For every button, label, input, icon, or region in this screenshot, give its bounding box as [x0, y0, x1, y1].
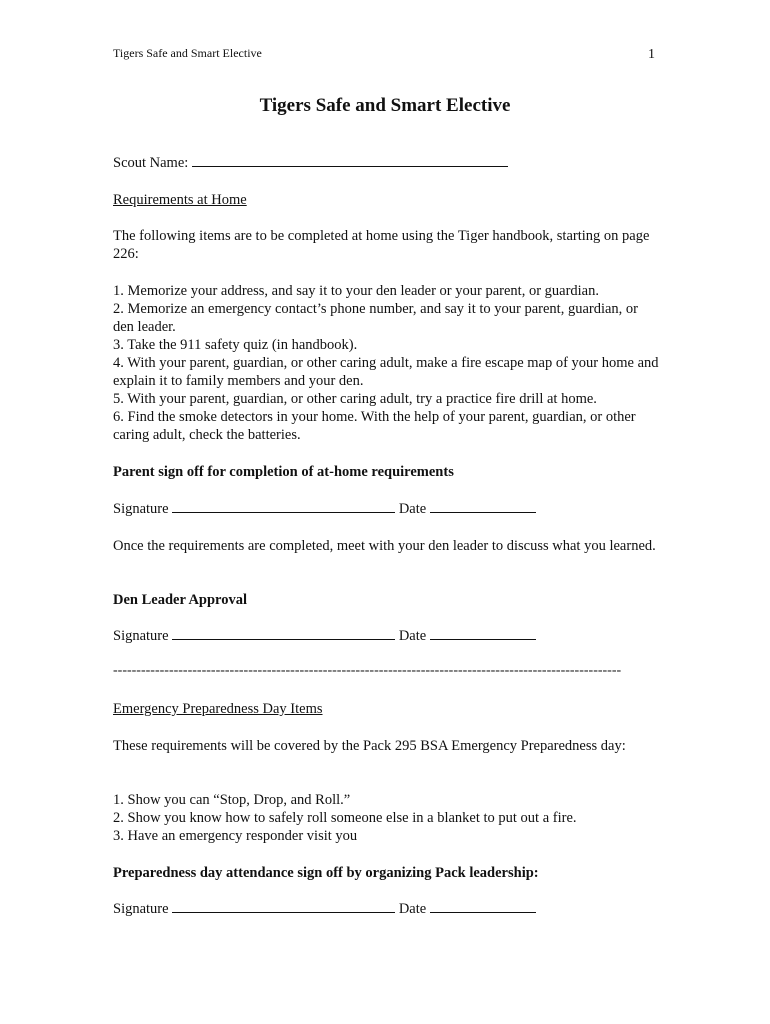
den-leader-date-field[interactable]: [430, 627, 536, 640]
list-item: 1. Show you can “Stop, Drop, and Roll.”: [113, 792, 351, 808]
after-requirements-text: Once the requirements are completed, meet with your den leader to discuss what you learned.: [113, 538, 656, 554]
den-leader-signature-row: [113, 627, 536, 645]
parent-signoff-heading: Parent sign off for completion of at-home requirements: [113, 464, 454, 480]
preparedness-signature-field[interactable]: [172, 900, 395, 913]
scout-name-label: Scout Name:: [113, 155, 189, 171]
page-number: 1: [648, 47, 655, 62]
running-header: Tigers Safe and Smart Elective: [113, 46, 262, 60]
list-item: 4. With your parent, guardian, or other caring adult, make a fire escape map of your home and explain it to family members and your den.: [113, 355, 659, 389]
parent-signature-field[interactable]: [172, 500, 395, 513]
preparedness-signature-row: [113, 900, 536, 918]
list-item: 3. Have an emergency responder visit you: [113, 828, 358, 844]
den-leader-heading: Den Leader Approval: [113, 592, 248, 608]
date-label: Date: [398, 901, 427, 917]
date-label: Date: [398, 501, 427, 517]
list-item: 3. Take the 911 safety quiz (in handbook).: [113, 337, 358, 353]
scout-name-field[interactable]: [192, 154, 508, 167]
home-intro-text: The following items are to be completed at home using the Tiger handbook, starting on page 226:: [113, 228, 650, 262]
section-divider: -------------------------------------------------------------------------------------------------------------: [113, 663, 622, 678]
list-item: 6. Find the smoke detectors in your home. With the help of your parent, guardian, or other caring adult, check the batteries.: [113, 409, 636, 443]
date-label: Date: [398, 628, 427, 644]
signature-label: Signature: [113, 901, 169, 917]
list-item: 1. Memorize your address, and say it to your den leader or your parent, or guardian.: [113, 283, 599, 299]
signature-label: Signature: [113, 501, 169, 517]
preparedness-heading: Emergency Preparedness Day Items: [113, 701, 323, 717]
parent-date-field[interactable]: [430, 500, 536, 513]
signature-label: Signature: [113, 628, 169, 644]
preparedness-date-field[interactable]: [430, 900, 536, 913]
scout-name-row: [113, 154, 508, 172]
preparedness-items-list: [113, 791, 661, 845]
list-item: 5. With your parent, guardian, or other caring adult, try a practice fire drill at home.: [113, 391, 597, 407]
list-item: 2. Show you know how to safely roll someone else in a blanket to put out a fire.: [113, 810, 577, 826]
parent-signature-row: [113, 500, 536, 518]
preparedness-signoff-heading: Preparedness day attendance sign off by organizing Pack leadership:: [113, 865, 539, 881]
page-title: Tigers Safe and Smart Elective: [259, 95, 511, 116]
home-requirements-list: [113, 282, 661, 444]
home-requirements-heading: Requirements at Home: [113, 192, 247, 208]
list-item: 2. Memorize an emergency contact’s phone number, and say it to your parent, guardian, or den leader.: [113, 301, 639, 335]
den-leader-signature-field[interactable]: [172, 627, 395, 640]
preparedness-intro-text: These requirements will be covered by the Pack 295 BSA Emergency Preparedness day:: [113, 738, 626, 754]
